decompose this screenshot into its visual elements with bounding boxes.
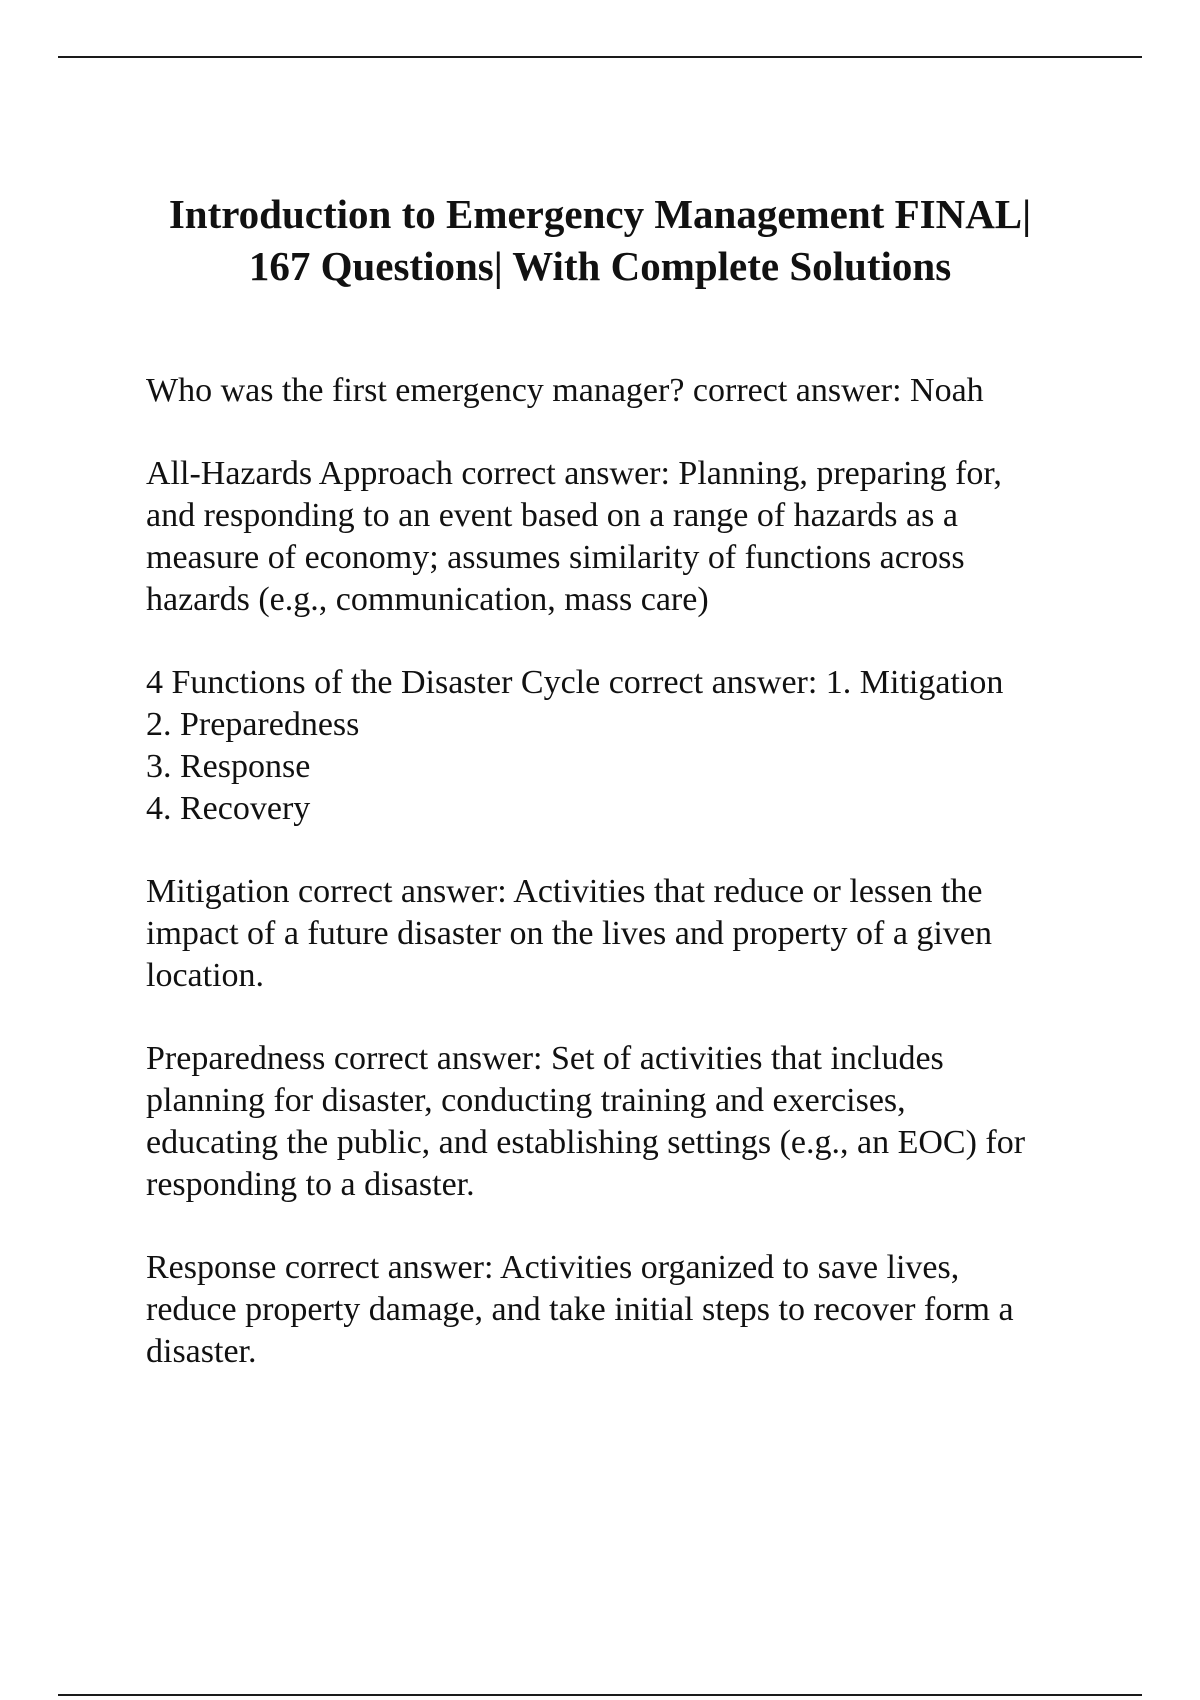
- title-line-1: Introduction to Emergency Management FINAL|: [168, 191, 1032, 237]
- qa-line: 4. Recovery: [146, 790, 311, 827]
- qa-entry-disaster-cycle-functions: [146, 662, 1146, 830]
- qa-line: 4 Functions of the Disaster Cycle correct answer: 1. Mitigation: [146, 664, 1004, 701]
- qa-entry-preparedness: [146, 1038, 1146, 1206]
- qa-entry-all-hazards-approach: [146, 453, 1146, 621]
- title-line-2: 167 Questions| With Complete Solutions: [248, 243, 952, 289]
- qa-line: hazards (e.g., communication, mass care): [146, 581, 709, 618]
- qa-line: 3. Response: [146, 748, 311, 785]
- qa-line: 2. Preparedness: [146, 706, 360, 743]
- qa-line: Preparedness correct answer: Set of activities that includes: [146, 1040, 944, 1077]
- qa-line: All-Hazards Approach correct answer: Planning, preparing for,: [146, 455, 1002, 492]
- header-rule: [58, 56, 1142, 58]
- qa-line: and responding to an event based on a range of hazards as a: [146, 497, 958, 534]
- document-title: [100, 188, 1100, 292]
- qa-line: Who was the first emergency manager? correct answer: Noah: [146, 372, 984, 409]
- qa-entry-first-emergency-manager: [146, 370, 1146, 412]
- footer-rule: [58, 1694, 1142, 1696]
- qa-line: Response correct answer: Activities organized to save lives,: [146, 1249, 960, 1286]
- qa-entry-mitigation: [146, 871, 1146, 997]
- qa-line: responding to a disaster.: [146, 1166, 475, 1203]
- qa-line: disaster.: [146, 1333, 257, 1370]
- qa-line: impact of a future disaster on the lives and property of a given: [146, 915, 992, 952]
- qa-entry-response: [146, 1247, 1146, 1373]
- qa-line: location.: [146, 957, 265, 994]
- qa-line: Mitigation correct answer: Activities that reduce or lessen the: [146, 873, 983, 910]
- qa-line: planning for disaster, conducting training and exercises,: [146, 1082, 906, 1119]
- qa-list: [146, 370, 1146, 1414]
- qa-line: measure of economy; assumes similarity of functions across: [146, 539, 965, 576]
- qa-line: educating the public, and establishing settings (e.g., an EOC) for: [146, 1124, 1026, 1161]
- qa-line: reduce property damage, and take initial steps to recover form a: [146, 1291, 1014, 1328]
